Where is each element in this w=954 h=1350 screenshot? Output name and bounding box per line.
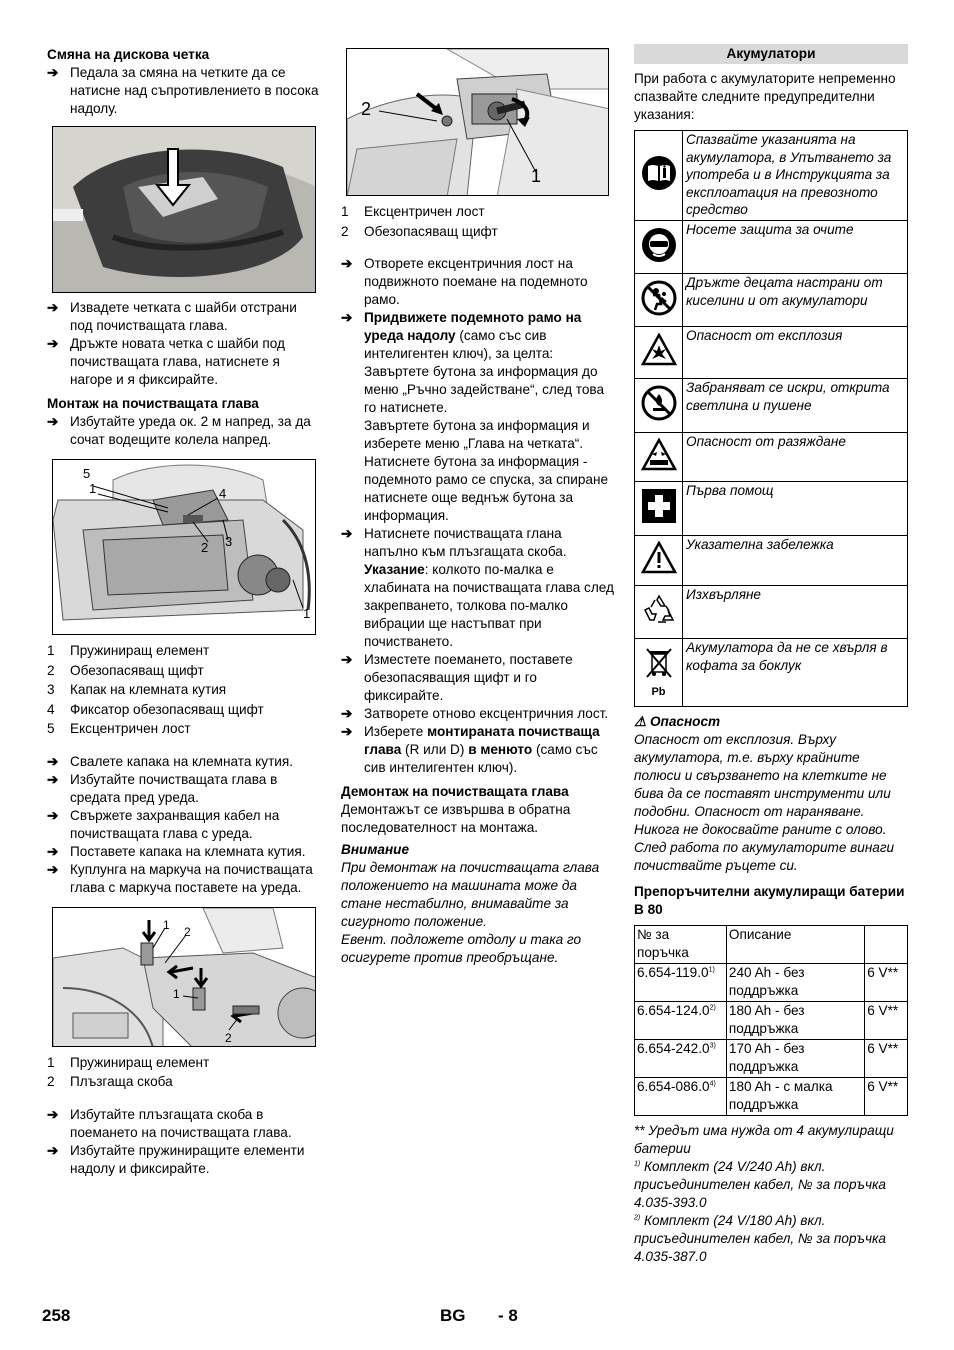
arrow-icon: ➔	[47, 300, 59, 315]
step: ➔ Педала за смяна на четките да се натисне над съпротивлението в посока надолу.	[47, 65, 319, 116]
heading-dismount: Демонтаж на почистващата глава	[341, 784, 569, 799]
table-row: 6.654-124.0$^{2)}$ 180 Ah - без поддръжка 6 V**	[635, 1002, 908, 1040]
legend-item: 3 Капак на клемната кутия	[47, 682, 227, 697]
keep-children-away-icon	[641, 304, 677, 319]
legend-item: 2 Обезопасяващ щифт	[47, 662, 204, 678]
figure-label: 2	[184, 924, 191, 939]
legend-item: 1 Пружиниращ елемент	[47, 1054, 210, 1070]
safety-row: Спазвайте указанията на акумулатора, в Упътването за употреба и в Инструкцията за експлоатация на превозното средство	[635, 131, 908, 221]
heading-brush-change: Смяна на дискова четка	[47, 47, 210, 62]
step: ➔ Свалете капака на клемната кутия.	[47, 753, 294, 769]
figure-label: 1	[531, 166, 542, 186]
arrow-icon: ➔	[341, 724, 353, 739]
figure-label: 1	[173, 986, 180, 1001]
drawing-cleaning-head	[52, 459, 316, 635]
legend-item: 2 Обезопасяващ щифт	[341, 223, 498, 239]
column-left	[47, 44, 323, 1178]
step: ➔ Дръжте новата четка с шайби под почистващата глава, натиснете я нагоре и я фиксирайте.	[47, 336, 285, 387]
step: ➔ Натиснете почистващата глана напълно към плъзгащата скоба.	[341, 526, 567, 559]
page-subnumber: - 8	[498, 1306, 518, 1325]
arrow-icon: ➔	[47, 1106, 59, 1122]
arrow-icon: ➔	[47, 336, 59, 351]
safety-row: Носете защита за очите	[635, 221, 908, 274]
heading-recommended-batteries: Препоръчителни акумулиращи батерии B 80	[634, 884, 905, 917]
arrow-icon: ➔	[47, 1142, 59, 1158]
table-row: 6.654-086.0$^{4)}$ 180 Ah - с малка поддръжка 6 V**	[635, 1078, 908, 1116]
safety-row: Дръжте децата настрани от киселини и от акумулатори	[635, 274, 908, 327]
danger-heading: ⚠ Опасност	[634, 714, 721, 729]
arrow-icon: ➔	[341, 256, 353, 271]
warning-icon	[641, 563, 677, 578]
corrosion-hazard-icon	[641, 460, 677, 475]
arrow-icon: ➔	[341, 652, 353, 667]
legend-list	[341, 202, 614, 241]
figure-label: 2	[361, 99, 372, 119]
table-row: 6.654-119.0$^{1)}$ 240 Ah - без поддръжка 6 V**	[635, 964, 908, 1002]
step: ➔ Изберете монтираната почистваща глава (R или D) в менюто (само със сив интелигентен ключ).	[341, 724, 600, 775]
legend-list	[47, 641, 323, 739]
legend-item: 5 Ексцентричен лост	[47, 721, 191, 736]
step: ➔ Избутайте почистващата глава в средата пред уреда.	[47, 771, 278, 805]
page-number: 258	[42, 1306, 71, 1325]
explosion-hazard-icon	[641, 355, 677, 370]
arrow-icon: ➔	[47, 807, 59, 823]
figure-label: 2	[201, 540, 209, 555]
legend-item: 1 Ексцентричен лост	[341, 204, 485, 219]
legend-item: 4 Фиксатор обезопасяващ щифт	[47, 701, 264, 717]
step: ➔ Избутайте плъзгащата скоба в поемането на почистващата глава.	[47, 1106, 292, 1140]
eye-protection-icon	[641, 251, 677, 266]
figure-label: 1	[163, 917, 170, 932]
no-fire-icon	[641, 409, 677, 424]
section-title: Акумулатори	[634, 44, 908, 64]
figure-label: 1	[89, 481, 97, 496]
legend-list	[47, 1053, 323, 1092]
figure-label: 4	[219, 486, 227, 501]
table-row: 6.654-242.0$^{3)}$ 170 Ah - без поддръжка 6 V**	[635, 1040, 908, 1078]
recycling-icon	[640, 616, 678, 631]
safety-row: Pb Акумулатора да не се хвърля в кофата за боклук	[635, 639, 908, 707]
step: ➔ Извадете четката с шайби отстрани под почистващата глава.	[47, 300, 297, 333]
safety-row: Опасност от разяждане	[635, 433, 908, 482]
safety-row: Изхвърляне	[635, 586, 908, 639]
legend-item: 1 Пружиниращ елемент	[47, 643, 210, 658]
step: ➔ Избутайте уреда ок. 2 м напред, за да сочат водещите колела напред.	[47, 414, 311, 447]
arrow-icon: ➔	[341, 310, 353, 325]
step: ➔ Отворете ексцентричния лост на подвижното поемане на подемното рамо.	[341, 256, 588, 307]
safety-row: Указателна забележка	[635, 536, 908, 586]
safety-row: Забраняват се искри, открита светлина и пушене	[635, 379, 908, 433]
language-code: BG	[440, 1306, 466, 1325]
no-trash-pb-icon	[641, 669, 677, 684]
table-header: № за поръчка Описание	[635, 926, 908, 964]
battery-table	[634, 925, 908, 1116]
step: ➔ Свържете захранващия кабел на почистващата глава с уреда.	[47, 807, 280, 841]
manual-book-icon	[641, 179, 677, 194]
note: Указание: колкото по-малка е хлабината на почистващата глава след закрепването, толкова по-малко вибрации ще настъпват при почистването.	[364, 562, 614, 649]
step: ➔ Избутайте пружиниращите елементи надолу и фиксирайте.	[47, 1142, 305, 1176]
figure-label: 3	[225, 534, 233, 549]
drawing-sliding-bracket	[52, 907, 316, 1047]
arrow-icon: ➔	[47, 861, 59, 877]
brush-pedal-photo	[53, 127, 316, 293]
eccentric-lever-drawing	[347, 49, 609, 196]
arrow-icon: ➔	[47, 65, 59, 80]
arrow-icon: ➔	[47, 771, 59, 787]
caution-heading: Внимание	[341, 842, 410, 857]
column-right: Акумулатори При работа с акумулаторите непременно спазвайте следните предупредителни указания: Спазвайте указанията на акумулатора, в Упътването за употреба и в Инструкцията за експлоатация на превозното средство Носете защита за очите Дръжте децата настрани от киселини и от акумулатори Опасност от експлозия Забраняват се искри, открита светлина и пушене Опасност от разяждане Първа помощ Указателна забележка Изхвърляне Pb Акумулатора да не се хвърля в кофата за боклук ⚠ Опасност Опасност от експлозия. Върху акумулатора, т.е. върху крайните полюси и свързването на клетките не бива да се поставят инструменти или подобни. Опасност от нараняване. Никога не докосвайте раните с олово. След работа по акумулаторите винаги почиствайте ръцете си. Препоръчителни акумулиращи батерии B 80 № за поръчка Описание 6.654-119.0$^{1)}$ 240 Ah - без поддръжка 6 V** 6.654-124.0$^{2)}$ 180 Ah - без поддръжка 6 V** 6.654-242.0$^{3)}$ 170 Ah - без поддръжка 6 V** 6.654-086.0$^{4)}$ 180 Ah - с малка поддръжка 6 V** ** Уредът има нужда от 4 акумулиращи батерии $^{1)}$ Комплект (24 V/240 Ah) вкл. присъединителен кабел, № за поръчка 4.035-393.0 $^{2)}$ Комплект (24 V/180 Ah) вкл. присъединителен кабел, № за поръчка 4.035-387.0	[634, 44, 908, 1266]
step: ➔ Изместете поемането, поставете обезопасяващия щифт и го фиксирайте.	[341, 652, 573, 703]
column-middle: 2 1 1 Ексцентричен лост 2 Обезопасяващ щифт ➔ Отворете ексцентричния лост на подвижното поемане на подемното рамо. ➔ Придвижете подемното рамо на уреда надолу (само със сив интелигентен ключ), за целта: Завъртете бутона за информация до меню „Ръчно задействане“, след това го натиснете. Завъртете бутона за информация и изберете меню „Глава на четката“. Натиснете бутона за информация - подемното рамо се спуска, за спиране натиснете още веднъж бутона за информация. ➔ Натиснете почистващата глана напълно към плъзгащата скоба. Указание: колкото по-малка е хлабината на почистващата глава след закрепването, толкова по-малко вибрации ще настъпват при почистването. ➔ Изместете поемането, поставете обезопасяващия щифт и го фиксирайте. ➔ Затворете отново ексцентричния лост. ➔ Изберете монтираната почистваща глава (R или D) в менюто (само със сив интелигентен ключ). Демонтаж на почистващата глава Демонтажът се извършва в обратна последователност на монтажа. Внимание При демонтаж на почистващата глава положението на машината може да стане нестабилно, внимавайте за сигурното положение. Евент. подложете отдолу и така го осигурете против преобръщане.	[341, 44, 614, 967]
step: ➔ Куплунга на маркуча на почистващата глава с маркуча поставете на уреда.	[47, 861, 313, 895]
arrow-icon: ➔	[341, 706, 353, 721]
first-aid-icon	[641, 512, 677, 527]
cleaning-head-drawing	[53, 460, 316, 635]
safety-icon-table	[634, 130, 908, 707]
photo-brush-pedal	[52, 126, 316, 293]
figure-label: 5	[83, 466, 91, 481]
step: ➔ Поставете капака на клемната кутия.	[47, 843, 306, 859]
figure-label: 2	[225, 1030, 232, 1045]
safety-row: Първа помощ	[635, 482, 908, 536]
pb-label: Pb	[651, 686, 666, 698]
arrow-icon: ➔	[341, 526, 353, 541]
legend-item: 2 Плъзгаща скоба	[47, 1074, 173, 1089]
safety-row: Опасност от експлозия	[635, 327, 908, 379]
step: ➔ Придвижете подемното рамо на уреда надолу (само със сив интелигентен ключ), за целта:	[341, 310, 582, 361]
arrow-icon: ➔	[47, 414, 59, 429]
drawing-eccentric-lever	[346, 48, 609, 196]
heading-mounting: Монтаж на почистващата глава	[47, 396, 259, 411]
arrow-icon: ➔	[47, 753, 59, 769]
figure-label: 1	[303, 606, 311, 621]
warning-triangle-icon: ⚠	[634, 714, 647, 729]
arrow-icon: ➔	[47, 843, 59, 859]
sliding-bracket-drawing	[53, 908, 316, 1047]
step: ➔ Затворете отново ексцентричния лост.	[341, 706, 609, 721]
